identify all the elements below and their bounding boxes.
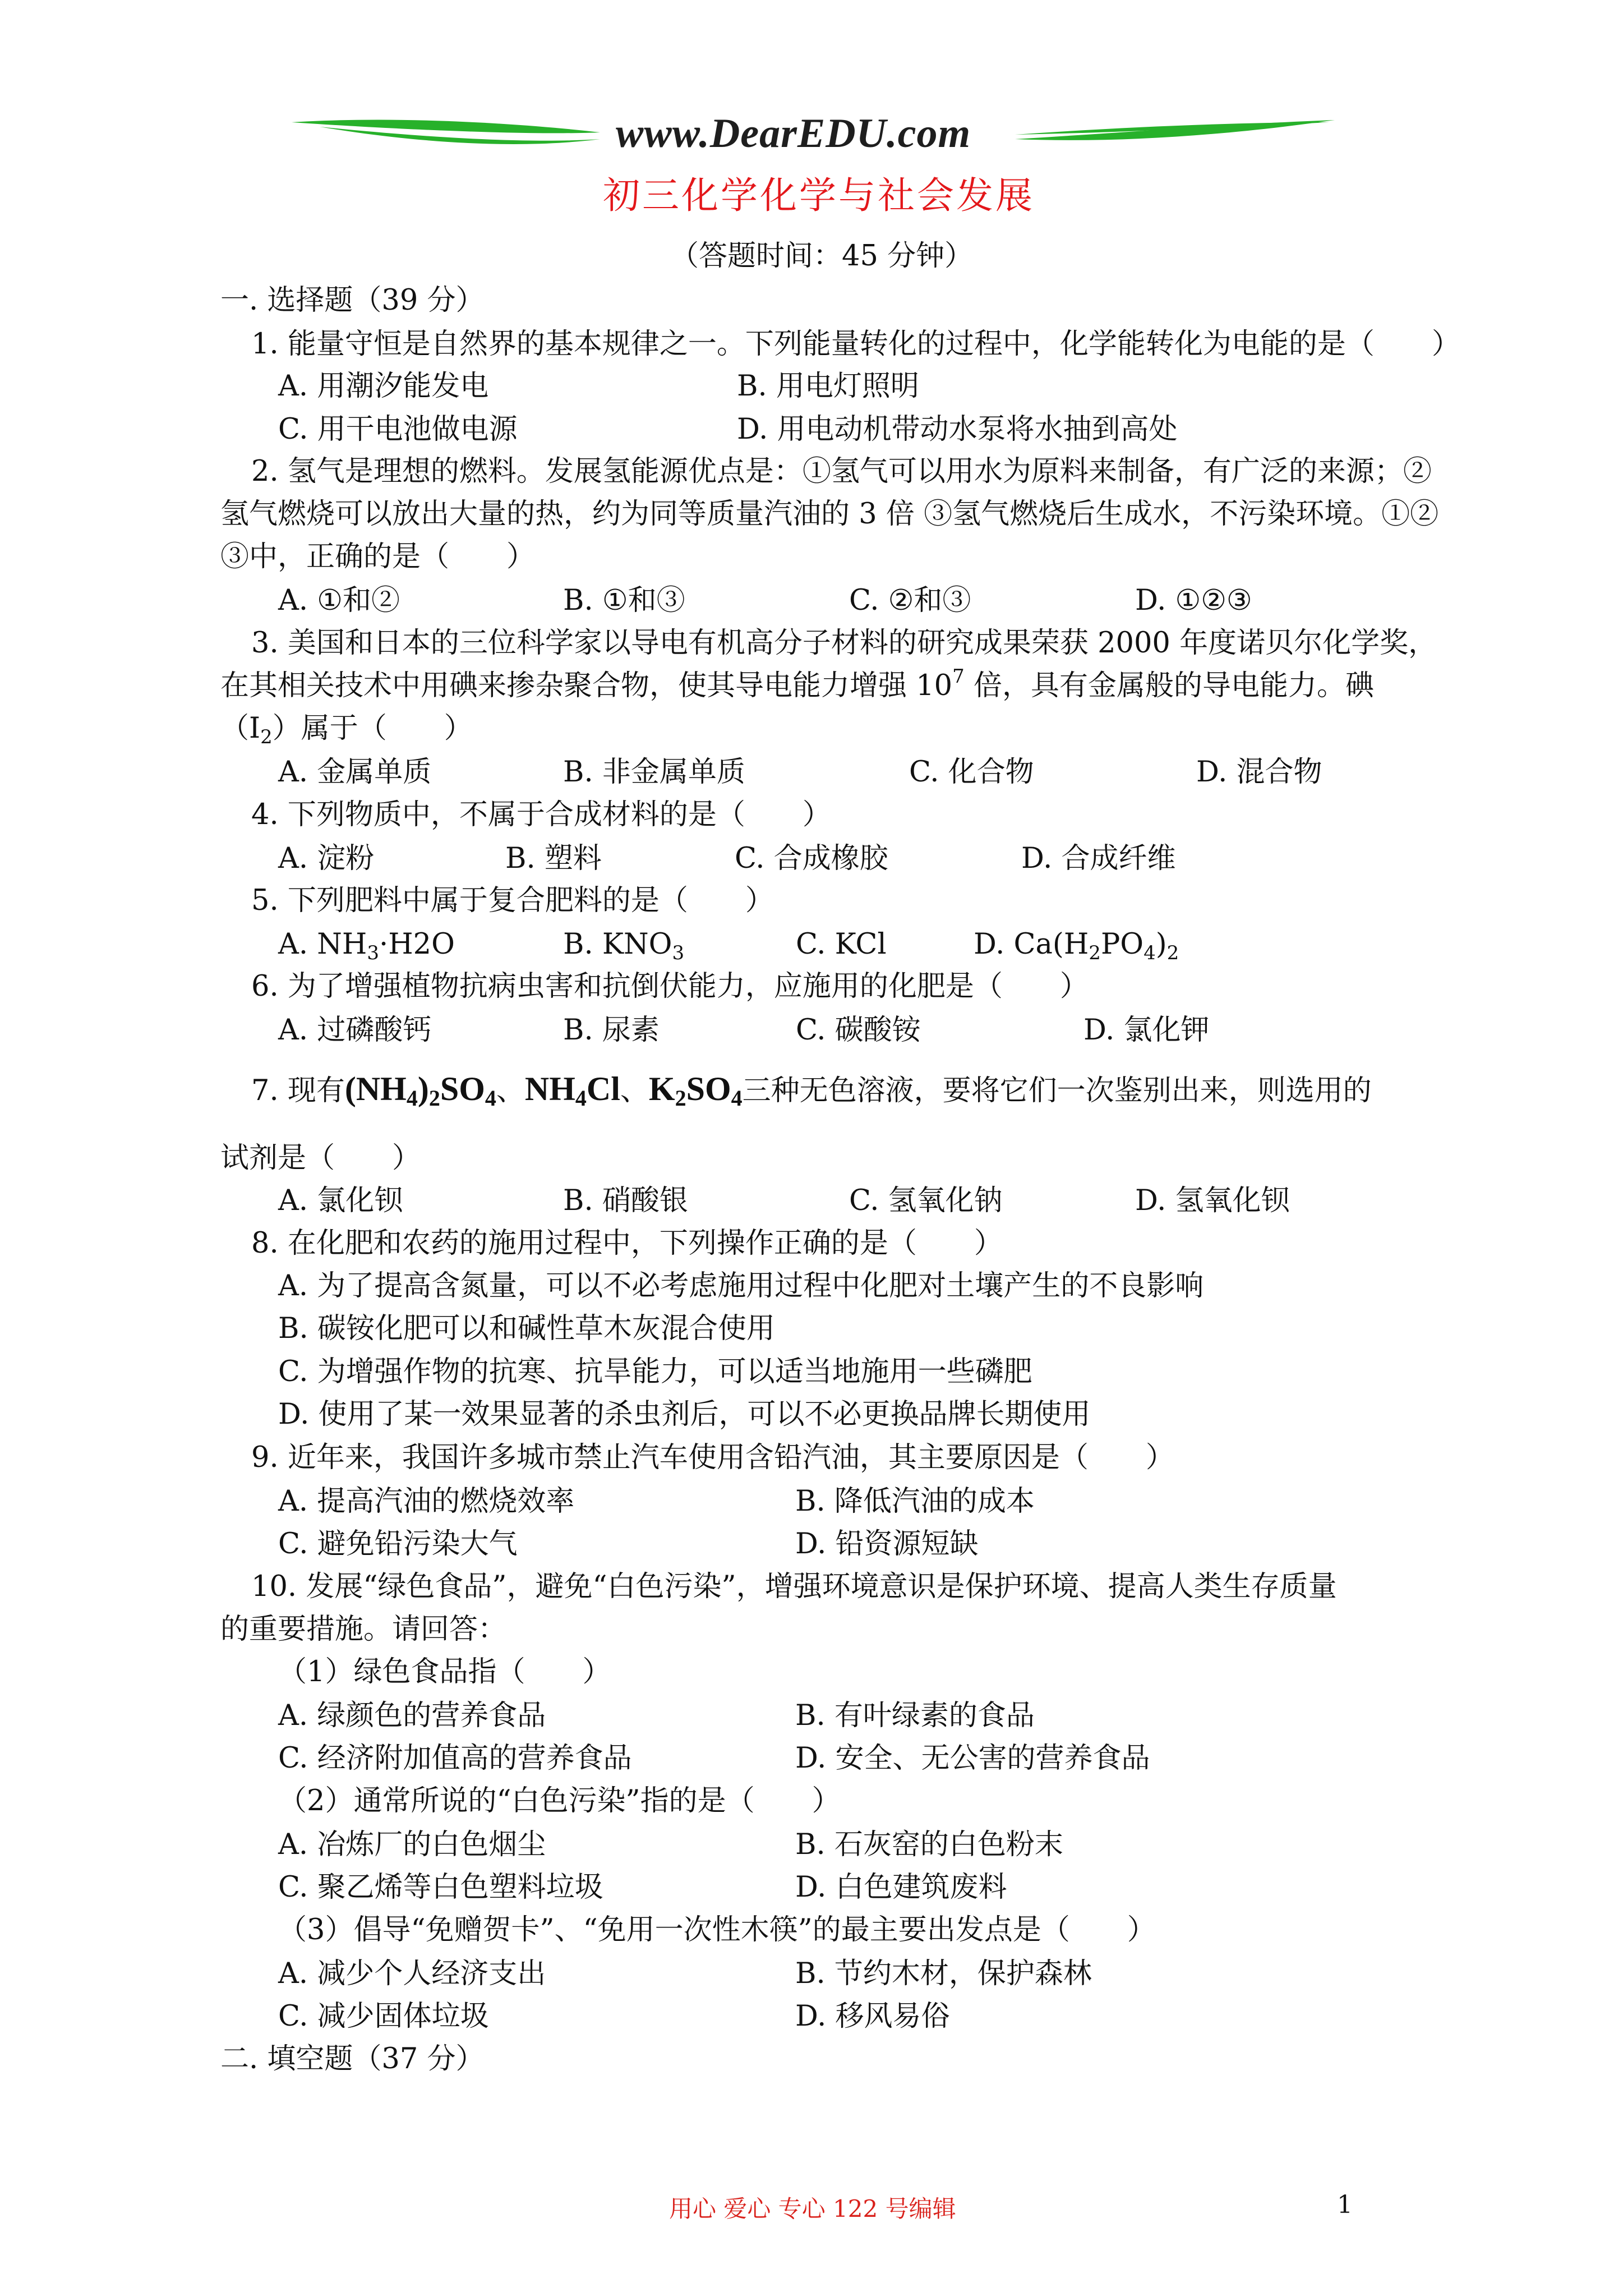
q10-s1-option-a: A. 绿颜色的营养食品 (278, 1699, 546, 1732)
q1-option-a: A. 用潮汐能发电 (278, 370, 489, 403)
q10-s1-option-d: D. 安全、无公害的营养食品 (795, 1742, 1150, 1775)
q7-option-a: A. 氯化钡 (278, 1184, 403, 1217)
q10-s2-option-a: A. 冶炼厂的白色烟尘 (278, 1828, 546, 1861)
q7-line2: 试剂是（ ） (220, 1142, 421, 1175)
q6-option-c: C. 碳酸铵 (796, 1014, 921, 1047)
q7-option-c: C. 氢氧化钠 (849, 1184, 1003, 1217)
section1-heading: 一. 选择题（39 分） (220, 284, 485, 317)
q2-line1: 2. 氢气是理想的燃料。发展氢能源优点是：①氢气可以用水为原料来制备，有广泛的来源；② (251, 455, 1432, 488)
q1-option-d: D. 用电动机带动水泵将水抽到高处 (737, 413, 1178, 446)
q2-line2: 氢气燃烧可以放出大量的热，约为同等质量汽油的 3 倍 ③氢气燃烧后生成水，不污染环境。①② (220, 498, 1439, 531)
q8-stem: 8. 在化肥和农药的施用过程中，下列操作正确的是（ ） (251, 1227, 1003, 1260)
footer-text: 用心 爱心 专心 122 号编辑 (669, 2195, 956, 2223)
page-number: 1 (1337, 2191, 1353, 2219)
q2-line3: ③中，正确的是（ ） (220, 540, 536, 573)
q2-option-c: C. ②和③ (849, 584, 971, 617)
q10-s2-option-d: D. 白色建筑废料 (795, 1871, 1007, 1904)
q9-option-a: A. 提高汽油的燃烧效率 (278, 1485, 575, 1518)
page-title: 初三化学化学与社会发展 (603, 174, 1035, 217)
q10-line2: 的重要措施。请回答： (220, 1613, 507, 1646)
q3-line2: 在其相关技术中用碘来掺杂聚合物，使其导电能力增强 $10^7$ 倍，具有金属般的导电能力。碘 (220, 665, 1374, 702)
q2-option-a: A. ①和② (278, 584, 400, 617)
q7-option-d: D. 氢氧化钡 (1135, 1184, 1290, 1217)
q4-option-b: B. 塑料 (505, 842, 602, 875)
q10-s1-option-c: C. 经济附加值高的营养食品 (278, 1742, 632, 1775)
q6-option-b: B. 尿素 (563, 1014, 660, 1047)
q10-s3-option-c: C. 减少固体垃圾 (278, 2000, 489, 2033)
q9-option-b: B. 降低汽油的成本 (795, 1485, 1035, 1518)
q4-stem: 4. 下列物质中，不属于合成材料的是（ ） (251, 798, 831, 831)
q4-option-d: D. 合成纤维 (1021, 842, 1176, 875)
q10-s2-option-c: C. 聚乙烯等白色塑料垃圾 (278, 1871, 603, 1904)
q10-s1-option-b: B. 有叶绿素的食品 (795, 1699, 1035, 1732)
q10-s3-option-b: B. 节约木材，保护森林 (795, 1957, 1092, 1990)
q4-option-a: A. 淀粉 (278, 842, 375, 875)
q3-line3: $(I_2)$属于（ ） (220, 712, 473, 748)
q8-option-c: C. 为增强作物的抗寒、抗旱能力，可以适当地施用一些磷肥 (278, 1355, 1032, 1388)
q5-option-c: C. KCl (796, 928, 887, 961)
q7-stem: 7. 现有$(NH_4)_2SO_4$、$NH_4Cl$、$K_2SO_4$三种无色溶液，要将它们一次鉴别出来，则选用的 (251, 1070, 1372, 1111)
q8-option-a: A. 为了提高含氮量，可以不必考虑施用过程中化肥对土壤产生的不良影响 (278, 1269, 1204, 1303)
q3-option-b: B. 非金属单质 (563, 756, 745, 789)
q8-option-d: D. 使用了某一效果显著的杀虫剂后，可以不必更换品牌长期使用 (278, 1398, 1091, 1431)
q9-stem: 9. 近年来，我国许多城市禁止汽车使用含铅汽油，其主要原因是（ ） (251, 1441, 1174, 1474)
q5-option-d: D. $Ca(H_2PO_4)_2$ (974, 928, 1179, 964)
q10-s3-option-a: A. 减少个人经济支出 (278, 1957, 546, 1990)
q7-formula-3: $K_2SO_4$ (648, 1070, 743, 1111)
q6-stem: 6. 为了增强植物抗病虫害和抗倒伏能力，应施用的化肥是（ ） (251, 970, 1089, 1003)
q1-option-c: C. 用干电池做电源 (278, 413, 518, 446)
q10-sub3: （3）倡导“免赠贺卡”、“免用一次性木筷”的最主要出发点是（ ） (278, 1913, 1156, 1947)
q8-option-b: B. 碳铵化肥可以和碱性草木灰混合使用 (278, 1312, 775, 1345)
q1-option-b: B. 用电灯照明 (737, 370, 919, 403)
q10-sub1: （1）绿色食品指（ ） (278, 1655, 611, 1688)
q4-option-c: C. 合成橡胶 (735, 842, 888, 875)
time-note: （答题时间：45 分钟） (670, 240, 974, 273)
q3-line1: 3. 美国和日本的三位科学家以导电有机高分子材料的研究成果荣获 2000 年度诺贝尔化学奖， (251, 627, 1437, 660)
q10-s2-option-b: B. 石灰窑的白色粉末 (795, 1828, 1063, 1861)
q7-option-b: B. 硝酸银 (563, 1184, 688, 1217)
q5-stem: 5. 下列肥料中属于复合肥料的是（ ） (251, 884, 774, 917)
q5-option-b: B. $KNO_3$ (563, 928, 685, 964)
q6-option-d: D. 氯化钾 (1083, 1014, 1210, 1047)
q2-option-d: D. ①②③ (1135, 584, 1252, 617)
q7-formula-2: $NH_4Cl$ (524, 1070, 620, 1111)
q2-option-b: B. ①和③ (563, 584, 685, 617)
q10-s3-option-d: D. 移风易俗 (795, 2000, 950, 2033)
q5-option-a: A. $NH_3\cdot H2O$ (278, 928, 455, 964)
logo-text: www.DearEDU.com (616, 111, 971, 157)
q9-option-d: D. 铅资源短缺 (795, 1527, 979, 1561)
logo-left-swoosh (292, 119, 600, 133)
q3-option-a: A. 金属单质 (278, 756, 432, 789)
q1-stem: 1. 能量守恒是自然界的基本规律之一。下列能量转化的过程中，化学能转化为电能的是（ ） (251, 328, 1460, 361)
q7-formula-1: $(NH_4)_2SO_4$ (344, 1070, 496, 1111)
q10-sub2: （2）通常所说的“白色污染”指的是（ ） (278, 1784, 841, 1818)
q3-option-d: D. 混合物 (1196, 756, 1322, 789)
q9-option-c: C. 避免铅污染大气 (278, 1527, 518, 1561)
q6-option-a: A. 过磷酸钙 (278, 1014, 432, 1047)
section2-heading: 二. 填空题（37 分） (220, 2042, 485, 2076)
q10-line1: 10. 发展“绿色食品”，避免“白色污染”，增强环境意识是保护环境、提高人类生存质量 (251, 1570, 1337, 1603)
q3-option-c: C. 化合物 (909, 756, 1034, 789)
